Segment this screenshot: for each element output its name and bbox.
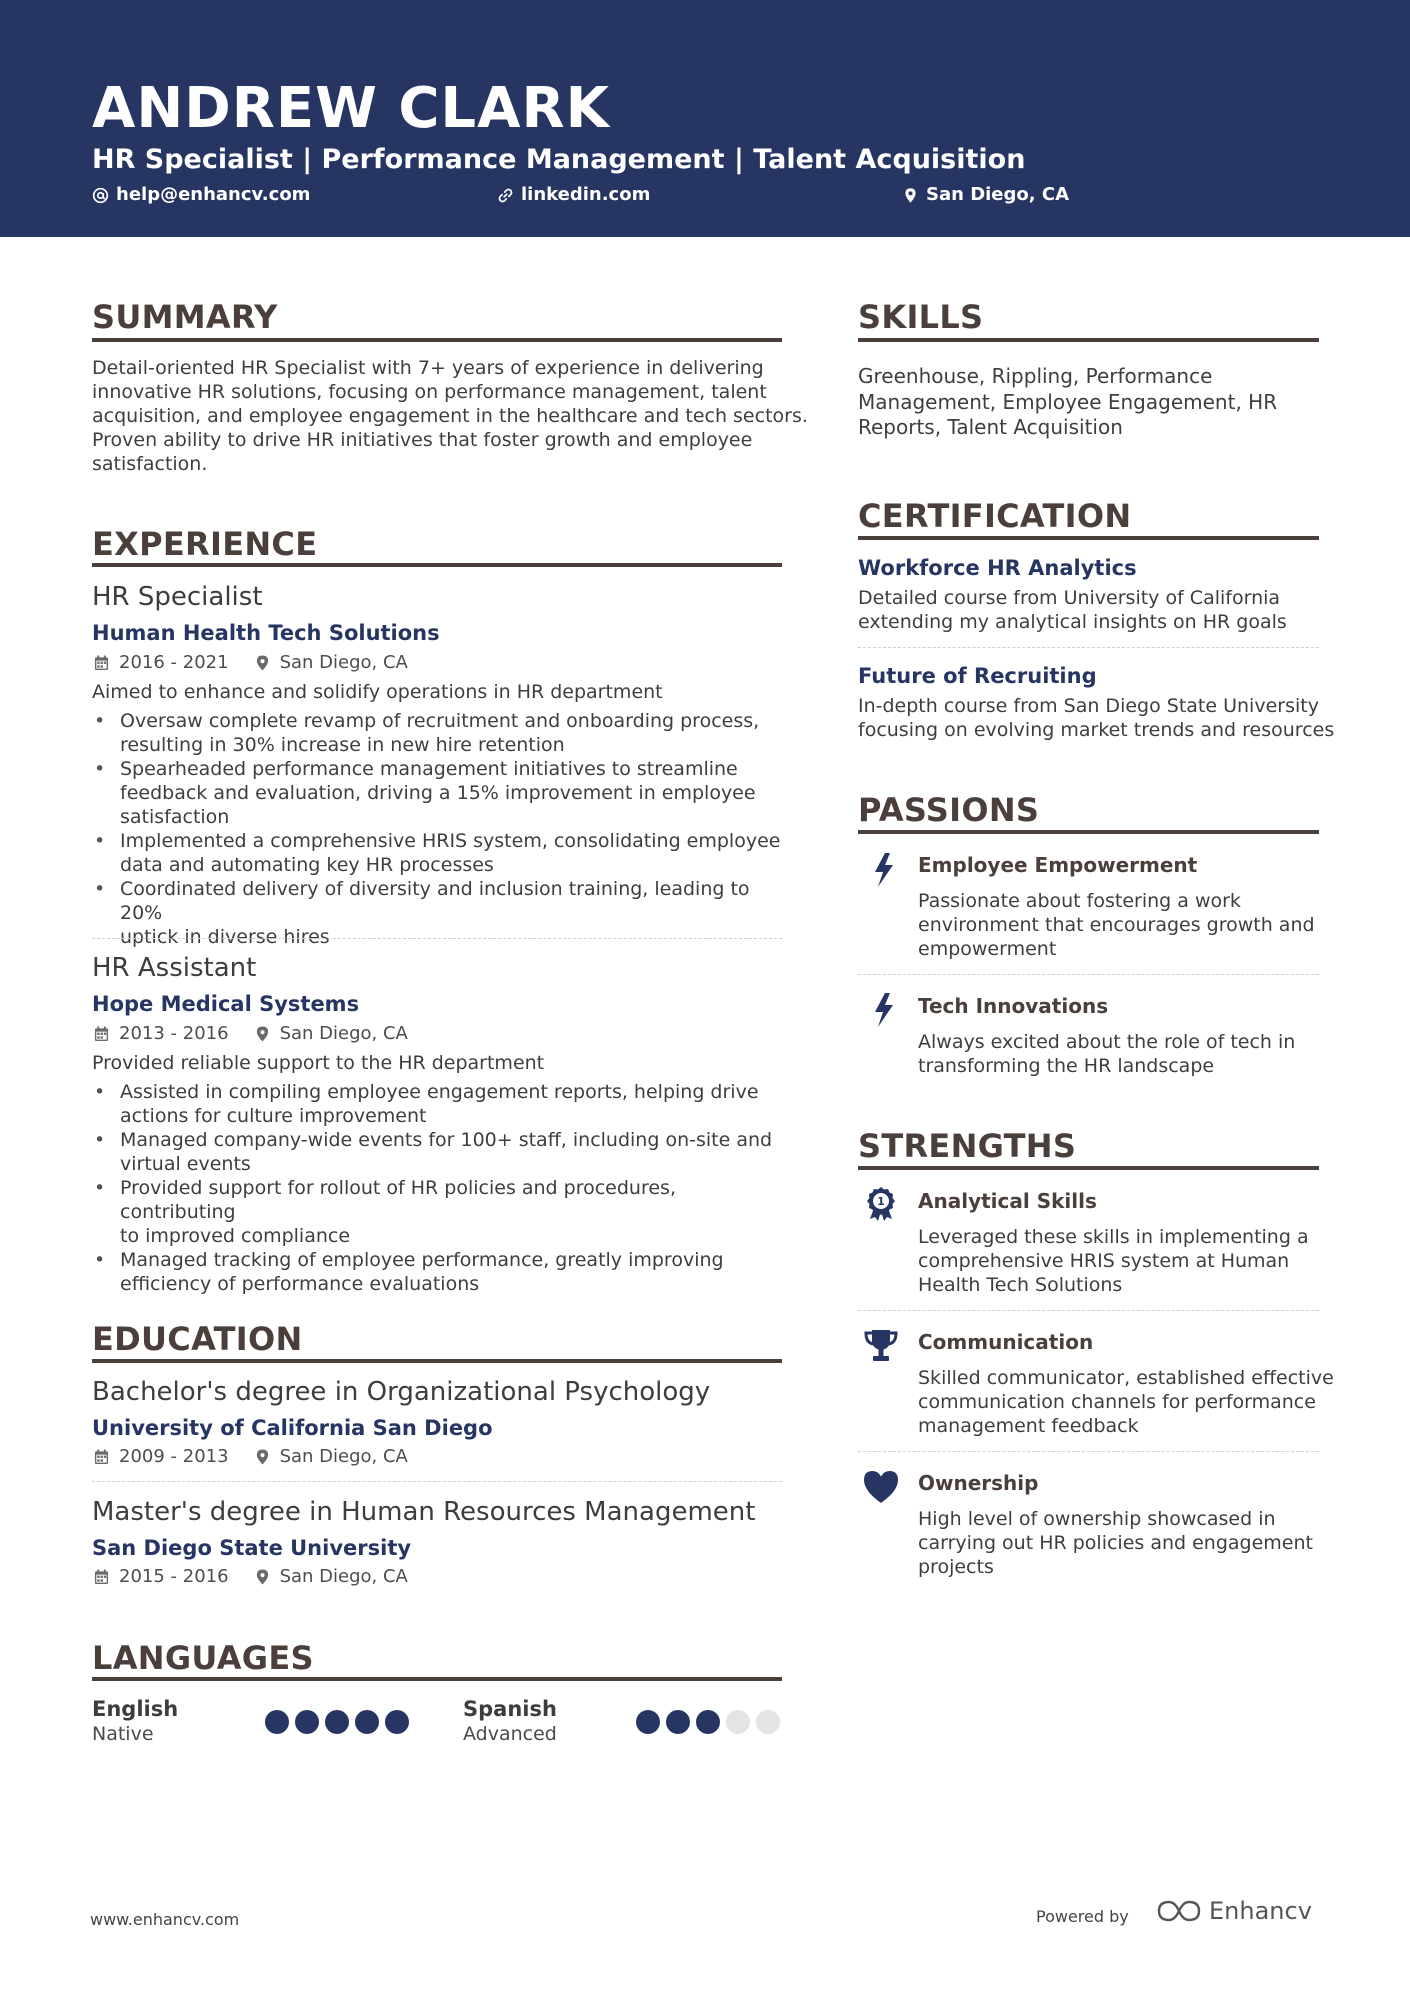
rating-dot-filled	[295, 1710, 319, 1734]
divider	[92, 1481, 782, 1482]
divider	[858, 974, 1319, 975]
trophy-icon	[861, 1326, 901, 1366]
award-ribbon-icon	[861, 1184, 901, 1224]
lightning-icon	[864, 850, 904, 890]
certification-description: Detailed course from University of California extending my analytical insights on HR goals	[858, 587, 1287, 633]
strength-title: Analytical Skills	[918, 1189, 1097, 1213]
language-name: Spanish	[463, 1697, 557, 1721]
resume-header	[0, 0, 1410, 237]
education-meta	[94, 1445, 408, 1469]
email-text: help@enhancv.com	[116, 184, 311, 205]
job-location: San Diego, CA	[279, 652, 408, 673]
education-heading: EDUCATION	[92, 1320, 303, 1358]
passion-description: Passionate about fostering a work environment that encourages growth and empowerment	[918, 890, 1315, 960]
job-summary: Provided reliable support to the HR department	[92, 1052, 545, 1074]
divider	[858, 647, 1319, 648]
certification-description: In-depth course from San Diego State University focusing on evolving market trends and resources	[858, 695, 1335, 741]
rating-dot-filled	[666, 1710, 690, 1734]
bullet-item: • Coordinated delivery of diversity and inclusion training, leading to 20% uptick in diverse hires	[92, 877, 792, 949]
experience-rule	[92, 563, 782, 567]
rating-dot-filled	[265, 1710, 289, 1734]
languages-rule	[92, 1677, 782, 1681]
brand-name: Enhancv	[1209, 1897, 1312, 1925]
passion-title: Tech Innovations	[918, 994, 1109, 1018]
link-icon	[497, 187, 514, 204]
job-dates: 2013 - 2016	[119, 1023, 229, 1044]
school-name: University of California San Diego	[92, 1416, 493, 1440]
language-name: English	[92, 1697, 179, 1721]
strength-title: Ownership	[918, 1471, 1039, 1495]
bullet-item: • Oversaw complete revamp of recruitment and onboarding process, resulting in 30% increase in new hire retention	[92, 709, 792, 757]
candidate-name: ANDREW CLARK	[92, 76, 610, 141]
skills-rule	[858, 338, 1319, 342]
location-text: San Diego, CA	[926, 184, 1070, 205]
location-pin-icon	[255, 1026, 270, 1042]
strength-description: Leveraged these skills in implementing a comprehensive HRIS system at Human Health Tech Solutions	[918, 1226, 1309, 1296]
heart-icon	[861, 1467, 901, 1507]
divider	[858, 1451, 1319, 1452]
bullet-item: • Assisted in compiling employee engagement reports, helping drive actions for culture improvement	[92, 1080, 792, 1128]
rating-dot-filled	[696, 1710, 720, 1734]
language-level: Advanced	[463, 1723, 557, 1745]
job-company: Human Health Tech Solutions	[92, 621, 440, 645]
summary-heading: SUMMARY	[92, 298, 278, 336]
bullet-item: • Managed company-wide events for 100+ staff, including on-site and virtual events	[92, 1128, 792, 1176]
location-pin-icon	[255, 1449, 270, 1465]
job-meta	[94, 1022, 408, 1046]
certification-heading: CERTIFICATION	[858, 497, 1132, 535]
skills-text: Greenhouse, Rippling, Performance Management, Employee Engagement, HR Reports, Talent Acquisition	[858, 364, 1278, 439]
school-name: San Diego State University	[92, 1536, 412, 1560]
education-rule	[92, 1359, 782, 1363]
strengths-rule	[858, 1166, 1319, 1170]
job-bullets	[92, 709, 792, 949]
candidate-title: HR Specialist | Performance Management | Talent Acquisition	[92, 144, 1026, 175]
rating-dot-empty	[756, 1710, 780, 1734]
brand-logo[interactable]	[1155, 1896, 1312, 1926]
calendar-icon	[94, 1569, 109, 1585]
contact-email[interactable]	[92, 183, 310, 207]
divider	[858, 1310, 1319, 1311]
at-icon	[92, 187, 109, 204]
summary-text: Detail-oriented HR Specialist with 7+ years of experience in delivering innovative HR solutions, focusing on performance management, talent acquisition, and employee engagement in the healthcare and tech sectors. Proven ability to drive HR initiatives that foster growth and employee satisfaction.	[92, 357, 808, 475]
calendar-icon	[94, 1449, 109, 1465]
passion-description: Always excited about the role of tech in transforming the HR landscape	[918, 1031, 1296, 1077]
rating-dot-empty	[726, 1710, 750, 1734]
strength-title: Communication	[918, 1330, 1094, 1354]
job-meta	[94, 651, 408, 675]
job-role: HR Specialist	[92, 582, 263, 612]
bullet-item: • Managed tracking of employee performance, greatly improving efficiency of performance evaluations	[92, 1248, 792, 1296]
infinity-logo-icon	[1155, 1897, 1203, 1925]
job-location: San Diego, CA	[279, 1023, 408, 1044]
experience-heading: EXPERIENCE	[92, 525, 318, 563]
certification-title: Workforce HR Analytics	[858, 556, 1137, 580]
job-bullets	[92, 1080, 792, 1296]
lightning-icon	[864, 990, 904, 1030]
svg-text:1: 1	[877, 1195, 885, 1208]
education-meta	[94, 1565, 408, 1589]
contact-linkedin[interactable]	[497, 183, 650, 207]
bullet-item: • Implemented a comprehensive HRIS system, consolidating employee data and automating key HR processes	[92, 829, 792, 877]
job-company: Hope Medical Systems	[92, 992, 360, 1016]
rating-dot-filled	[355, 1710, 379, 1734]
job-role: HR Assistant	[92, 953, 257, 983]
bullet-item: • Provided support for rollout of HR policies and procedures, contributing to improved compliance	[92, 1176, 792, 1248]
languages-heading: LANGUAGES	[92, 1639, 314, 1677]
education-dates: 2015 - 2016	[119, 1566, 229, 1587]
job-dates: 2016 - 2021	[119, 652, 229, 673]
education-location: San Diego, CA	[279, 1566, 408, 1587]
certification-rule	[858, 536, 1319, 540]
degree-title: Master's degree in Human Resources Management	[92, 1497, 756, 1527]
linkedin-text: linkedin.com	[521, 184, 651, 205]
certification-title: Future of Recruiting	[858, 664, 1097, 688]
rating-dot-filled	[385, 1710, 409, 1734]
footer-url[interactable]: www.enhancv.com	[90, 1910, 240, 1929]
education-dates: 2009 - 2013	[119, 1446, 229, 1467]
rating-dot-filled	[636, 1710, 660, 1734]
education-location: San Diego, CA	[279, 1446, 408, 1467]
summary-rule	[92, 338, 782, 342]
passion-title: Employee Empowerment	[918, 853, 1198, 877]
strengths-heading: STRENGTHS	[858, 1127, 1077, 1165]
job-summary: Aimed to enhance and solidify operations in HR department	[92, 681, 663, 703]
powered-by-label: Powered by	[1036, 1907, 1129, 1926]
rating-dot-filled	[325, 1710, 349, 1734]
location-pin-icon	[902, 187, 919, 204]
degree-title: Bachelor's degree in Organizational Psychology	[92, 1377, 711, 1407]
passions-heading: PASSIONS	[858, 791, 1040, 829]
calendar-icon	[94, 1026, 109, 1042]
language-level: Native	[92, 1723, 154, 1745]
bullet-item: • Spearheaded performance management initiatives to streamline feedback and evaluation, driving a 15% improvement in employee satisfaction	[92, 757, 792, 829]
location-pin-icon	[255, 1569, 270, 1585]
strength-description: High level of ownership showcased in carrying out HR policies and engagement projects	[918, 1508, 1313, 1578]
passions-rule	[858, 830, 1319, 834]
divider	[92, 938, 782, 939]
contact-location	[902, 183, 1069, 207]
location-pin-icon	[255, 655, 270, 671]
skills-heading: SKILLS	[858, 298, 984, 336]
calendar-icon	[94, 655, 109, 671]
strength-description: Skilled communicator, established effective communication channels for performance management feedback	[918, 1367, 1334, 1437]
